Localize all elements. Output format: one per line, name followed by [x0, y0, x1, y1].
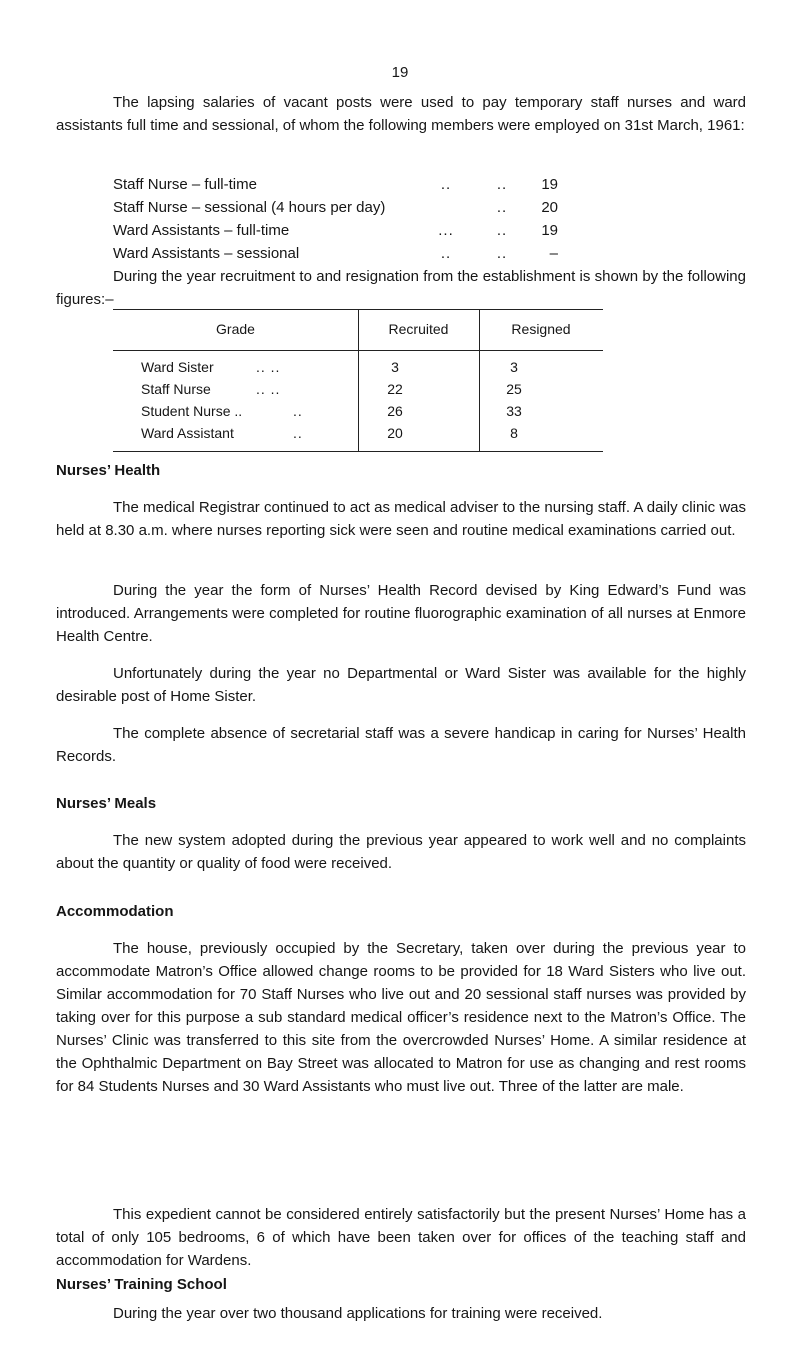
leader-dots: ..	[496, 199, 508, 216]
leader-dots: ...	[438, 222, 454, 239]
staff-value: 19	[541, 176, 558, 193]
section-heading-accommodation: Accommodation	[56, 903, 174, 920]
table-row	[113, 400, 603, 422]
accommodation-paragraph-1: The house, previously occupied by the Secretary, taken over during the previous year to accommodate Matron’s Office allowed change rooms to be provided for 18 Ward Sisters who live out. Similar accommodation for 70 Staff Nurses who live out and 20 sessional staff nurses was provided by taking over for this purpose a sub standard medical officer’s residence next to the Matron’s Office. The Nurses’ Clinic was transferred to this site from the overcrowded Nurses’ Home. A similar residence at the Ophthalmic Department on Bay Street was allocated to Matron for use as changing and rest rooms for 84 Students Nurses and 30 Ward Assistants who must live out. Three of the latter are male.	[56, 940, 746, 1095]
staff-row	[113, 196, 573, 219]
header-recruited: Recruited	[388, 321, 449, 337]
staff-row	[113, 219, 573, 242]
cell-recruited: 26	[387, 403, 403, 419]
section-heading-meals: Nurses’ Meals	[56, 795, 157, 812]
staff-value: 19	[541, 222, 558, 239]
header-resigned: Resigned	[511, 321, 571, 337]
staff-employed-list	[113, 173, 573, 265]
cell-resigned: 8	[510, 425, 518, 441]
leader-dots: ..	[440, 176, 452, 193]
cell-grade: Ward Sister	[141, 359, 214, 375]
staff-value: 20	[541, 199, 558, 216]
staff-label: Ward Assistants – sessional	[113, 245, 300, 262]
recruitment-intro: During the year recruitment to and resignation from the establishment is shown by the following figures:–	[56, 268, 746, 308]
leader-dots: .. ..	[256, 359, 281, 375]
leader-dots: ..	[496, 222, 508, 239]
health-paragraph-4: The complete absence of secretarial staff was a severe handicap in caring for Nurses’ Health Records.	[56, 725, 746, 765]
leader-dots: ..	[440, 245, 452, 262]
training-paragraph: During the year over two thousand applications for training were received.	[113, 1305, 603, 1322]
cell-resigned: 25	[506, 381, 522, 397]
leader-dots: ..	[293, 425, 303, 441]
cell-recruited: 3	[391, 359, 399, 375]
cell-grade: Staff Nurse	[141, 381, 211, 397]
staff-label: Staff Nurse – full-time	[113, 176, 257, 193]
health-paragraph-1: The medical Registrar continued to act as medical adviser to the nursing staff. A daily clinic was held at 8.30 a.m. where nurses reporting sick were seen and routine medical examinations carried out.	[56, 499, 746, 539]
table-row	[113, 378, 603, 400]
page-number: 19	[391, 64, 409, 81]
section-heading-health: Nurses’ Health	[56, 462, 161, 479]
table-row	[113, 422, 603, 444]
staff-label: Staff Nurse – sessional (4 hours per day)	[113, 199, 386, 216]
leader-dots: ..	[496, 176, 508, 193]
health-paragraph-3: Unfortunately during the year no Departmental or Ward Sister was available for the highly desirable post of Home Sister.	[56, 665, 746, 705]
cell-grade: Ward Assistant	[141, 425, 234, 441]
staff-row	[113, 242, 573, 265]
leader-dots: .. ..	[256, 381, 281, 397]
staff-value: –	[549, 245, 558, 262]
cell-recruited: 20	[387, 425, 403, 441]
cell-resigned: 33	[506, 403, 522, 419]
accommodation-paragraph-2: This expedient cannot be considered entirely satisfactorily but the present Nurses’ Home has a total of only 105 bedrooms, 6 of which have been taken over for offices of the teaching staff and accommodation for Wardens.	[56, 1206, 746, 1269]
intro-paragraph: The lapsing salaries of vacant posts were used to pay temporary staff nurses and ward assistants full time and sessional, of whom the following members were employed on 31st March, 1961:	[56, 94, 746, 134]
header-grade: Grade	[216, 321, 255, 337]
leader-dots: ..	[293, 403, 303, 419]
table-row	[113, 356, 603, 378]
cell-resigned: 3	[510, 359, 518, 375]
staff-row	[113, 173, 573, 196]
health-paragraph-2: During the year the form of Nurses’ Health Record devised by King Edward’s Fund was introduced. Arrangements were completed for routine fluorographic examination of all nurses at Enmore Health Centre.	[56, 582, 746, 645]
meals-paragraph: The new system adopted during the previous year appeared to work well and no complaints about the quantity or quality of food were received.	[56, 832, 746, 872]
section-heading-training: Nurses’ Training School	[56, 1276, 227, 1293]
cell-recruited: 22	[387, 381, 403, 397]
cell-grade: Student Nurse ..	[141, 403, 243, 419]
leader-dots: ..	[496, 245, 508, 262]
staff-label: Ward Assistants – full-time	[113, 222, 290, 239]
